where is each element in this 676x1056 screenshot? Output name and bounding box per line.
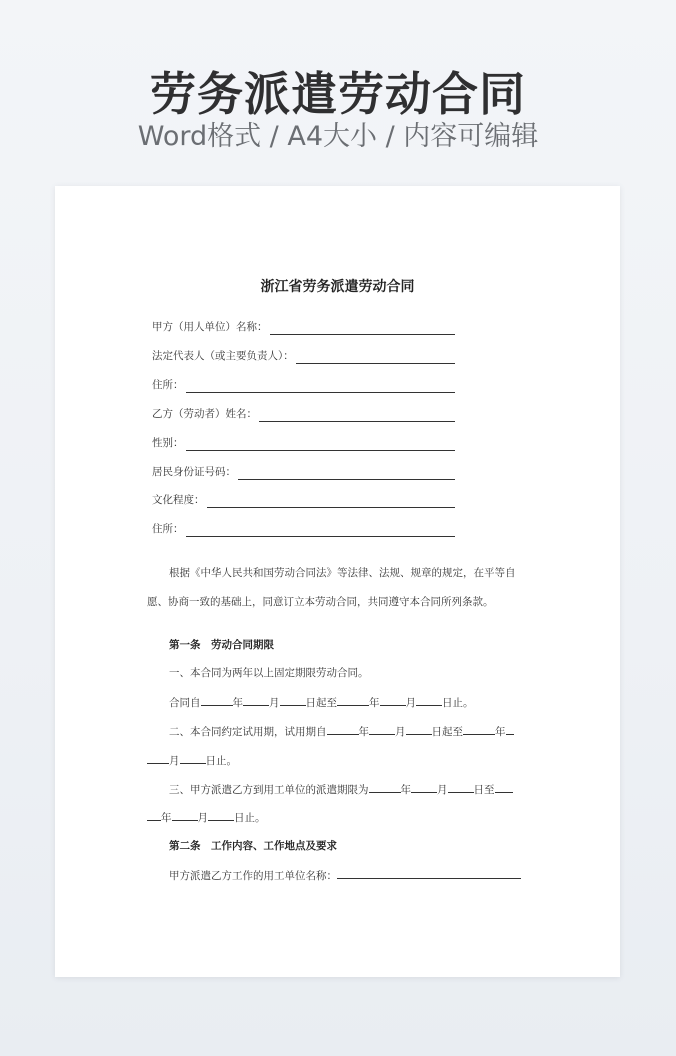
fill-line xyxy=(259,411,455,422)
text-day-to: 日起至 xyxy=(431,726,463,738)
text-year: 年 xyxy=(495,726,506,738)
blank-month xyxy=(380,694,406,706)
text-month: 月 xyxy=(405,697,416,709)
text-month: 月 xyxy=(269,697,280,709)
field-employer-name xyxy=(152,319,455,335)
field-legal-rep xyxy=(152,348,455,364)
text-year: 年 xyxy=(161,812,172,824)
field-label: 居民身份证号码： xyxy=(152,466,236,478)
field-label: 住所： xyxy=(152,523,184,535)
fill-line xyxy=(186,440,456,451)
article-2-item-1 xyxy=(169,867,521,884)
blank-day xyxy=(416,694,442,706)
text-day-end: 日止。 xyxy=(205,755,237,767)
text-year: 年 xyxy=(369,697,380,709)
text-day-to: 日起至 xyxy=(305,697,337,709)
field-label: 文化程度： xyxy=(152,494,205,506)
text-month: 月 xyxy=(197,812,208,824)
blank-year xyxy=(337,694,369,706)
article-1-item-1: 一、本合同为两年以上固定期限劳动合同。 xyxy=(169,667,369,679)
contract-period-line xyxy=(169,694,474,711)
probation-line xyxy=(169,723,514,740)
article-1-heading: 第一条 劳动合同期限 xyxy=(169,639,274,651)
blank-day xyxy=(448,781,474,793)
text-day: 日 xyxy=(473,784,484,796)
text-year: 年 xyxy=(400,784,411,796)
text-day-end: 日止。 xyxy=(234,812,266,824)
blank-year xyxy=(369,781,401,793)
intro-line-2: 愿、协商一致的基础上，同意订立本劳动合同，共同遵守本合同所列条款。 xyxy=(147,596,494,608)
field-id-number xyxy=(152,464,455,480)
blank-year xyxy=(147,809,161,821)
text-month: 月 xyxy=(169,755,180,767)
field-gender xyxy=(152,435,455,451)
field-label: 甲方（用人单位）名称： xyxy=(152,321,268,333)
blank-month xyxy=(369,723,395,735)
document-title: 浙江省劳务派遣劳动合同 xyxy=(260,279,415,295)
field-label: 乙方（劳动者）姓名： xyxy=(152,408,257,420)
blank-month xyxy=(147,752,169,764)
fill-line xyxy=(186,382,456,393)
banner-subtitle: Word格式 / A4大小 / 内容可编辑 xyxy=(137,121,539,152)
blank-month xyxy=(172,809,198,821)
dispatch-line-cont xyxy=(147,809,266,826)
fill-line xyxy=(238,469,455,480)
text-month: 月 xyxy=(437,784,448,796)
probation-line-cont xyxy=(147,752,237,769)
blank-year xyxy=(327,723,359,735)
blank-month xyxy=(411,781,437,793)
blank-day xyxy=(208,809,234,821)
document-page xyxy=(55,186,620,977)
field-worker-address xyxy=(152,521,455,537)
text-month: 月 xyxy=(395,726,406,738)
fill-line xyxy=(207,497,456,508)
banner-title: 劳务派遣劳动合同 xyxy=(150,67,526,121)
fill-line xyxy=(270,324,456,335)
dispatch-line xyxy=(169,781,513,798)
field-education xyxy=(152,492,455,508)
text-user-unit: 甲方派遣乙方工作的用工单位名称： xyxy=(169,870,337,882)
intro-line-1: 根据《中华人民共和国劳动合同法》等法律、法规、规章的规定，在平等自 xyxy=(169,567,516,579)
fill-line xyxy=(296,353,455,364)
text-dispatch: 三、甲方派遣乙方到用工单位的派遣期限为 xyxy=(169,784,369,796)
blank-year xyxy=(201,694,233,706)
blank-year xyxy=(495,781,513,793)
blank-month xyxy=(506,723,514,735)
text-contract-from: 合同自 xyxy=(169,697,201,709)
blank-year xyxy=(463,723,495,735)
field-employer-address xyxy=(152,377,455,393)
text-day-end: 日止。 xyxy=(442,697,474,709)
blank-user-unit xyxy=(337,867,521,879)
field-label: 性别： xyxy=(152,437,184,449)
field-label: 住所： xyxy=(152,379,184,391)
text-probation: 二、本合同约定试用期，试用期自 xyxy=(169,726,327,738)
article-2-heading: 第二条 工作内容、工作地点及要求 xyxy=(169,840,337,852)
text-to: 至 xyxy=(484,784,495,796)
field-label: 法定代表人（或主要负责人）： xyxy=(152,350,294,362)
blank-day xyxy=(180,752,206,764)
blank-month xyxy=(243,694,269,706)
text-year: 年 xyxy=(232,697,243,709)
fill-line xyxy=(186,526,456,537)
text-year: 年 xyxy=(358,726,369,738)
blank-day xyxy=(406,723,432,735)
blank-day xyxy=(280,694,306,706)
field-worker-name xyxy=(152,406,455,422)
